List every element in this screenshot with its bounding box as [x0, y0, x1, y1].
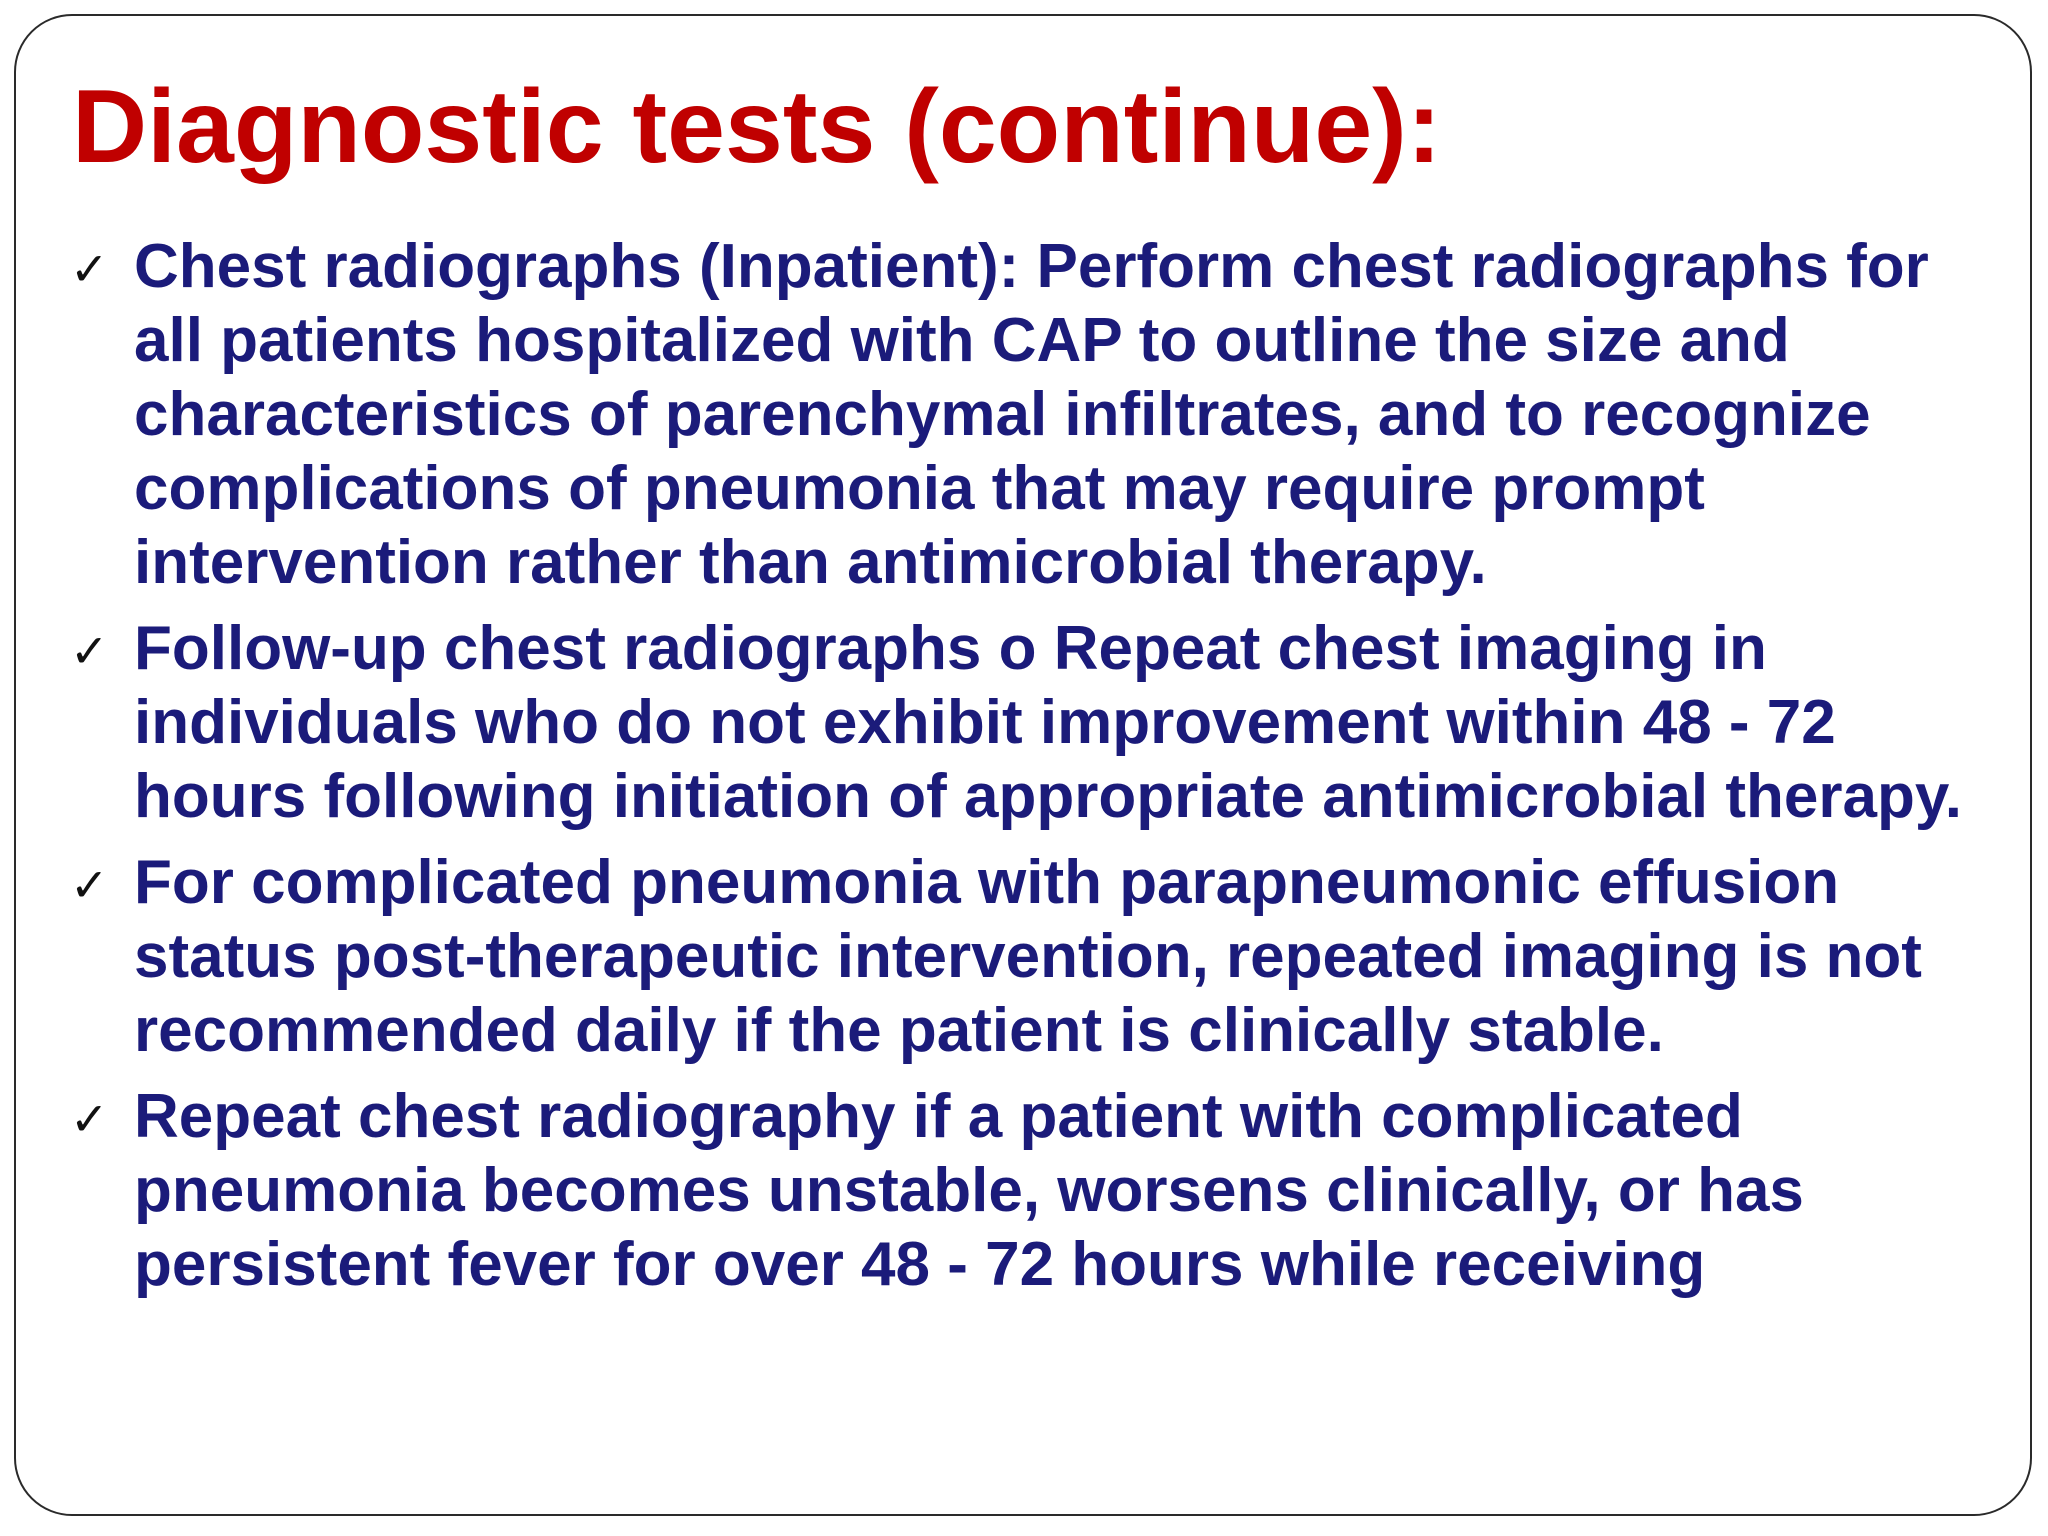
slide-title: Diagnostic tests (continue):	[72, 69, 1442, 185]
check-icon: ✓	[70, 858, 109, 912]
bullet-text: Chest radiographs (Inpatient): Perform chest radiographs for all patients hospitalized with CAP to outline the size and characteristics of parenchymal infiltrates, and to recognize complications of pneumonia that may require prompt intervention rather than antimicrobial therapy.	[134, 232, 1929, 597]
bullet-text: Repeat chest radiography if a patient with complicated pneumonia becomes unstable, worsens clinically, or has persistent fever for over 48 - 72 hours while receiving	[134, 1082, 1804, 1299]
check-icon: ✓	[70, 1092, 109, 1146]
bullet-text: Follow-up chest radiographs o Repeat chest imaging in individuals who do not exhibit improvement within 48 - 72 hours following initiation of appropriate antimicrobial therapy.	[134, 614, 1962, 831]
bullet-item	[66, 612, 1996, 834]
check-icon: ✓	[70, 624, 109, 678]
bullet-list	[66, 230, 1996, 1314]
bullet-item	[66, 1080, 1996, 1302]
bullet-item	[66, 230, 1996, 600]
bullet-item	[66, 846, 1996, 1068]
bullet-text: For complicated pneumonia with parapneumonic effusion status post-therapeutic intervention, repeated imaging is not recommended daily if the patient is clinically stable.	[134, 848, 1922, 1065]
check-icon: ✓	[70, 242, 109, 296]
